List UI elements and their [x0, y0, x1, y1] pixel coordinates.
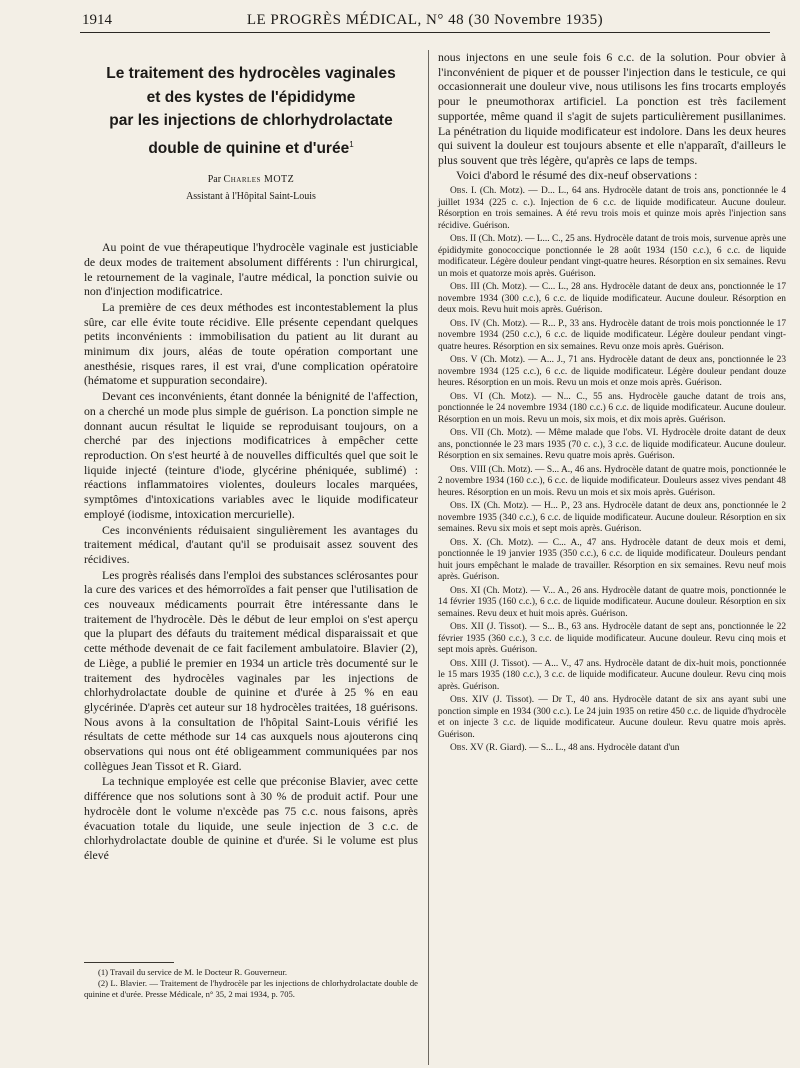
article-body — [84, 240, 418, 863]
observation-head: (J. Tissot). — A... V., 47 ans. — [489, 658, 602, 669]
title-line: et des kystes de l'épididyme — [146, 88, 356, 106]
observation-text: Hydrocèle datant d'un — [597, 743, 680, 754]
footnote: (1) Travail du service de M. le Docteur R. Gouverneur. — [98, 967, 288, 977]
column-divider — [428, 50, 429, 1065]
title-line: Le traitement des hydrocèles vaginales — [106, 65, 396, 82]
observation-head: (Ch. Motz). — S... A., 46 ans. — [488, 464, 602, 475]
observation-head: (Ch. Motz). — A... J., 71 ans. — [480, 355, 596, 366]
right-intro — [438, 50, 786, 182]
observation-entry — [438, 428, 786, 463]
observation-head: (R. Giard). — S... L., 48 ans. — [485, 743, 595, 754]
observation-label: Obs. XIII — [450, 658, 487, 669]
observation-entry — [438, 392, 786, 427]
running-header — [80, 10, 770, 34]
title-line: par les injections de chlorhydrolactate — [109, 112, 393, 129]
observation-entry — [438, 743, 786, 755]
body-paragraph: Ces inconvénients réduisaient singulièrement les avantages du traitement médical, d'autant qu'il se produisait assez souvent des récidives. — [84, 522, 418, 566]
body-paragraph: Devant ces inconvénients, étant donnée la bénignité de l'affection, on a cherché un mode plus simple de guérison. La ponction simple ne donnant aucun résultat le liquide se reproduisant toujours, on a cherché par des injections modificatrices à empêcher cette reproduction. On s'est heurté à de nouvelles difficultés quel que soit le liquide injecté (teinture d'iode, glycérine phéniquée, sublimé) : réactions inflammatoires violentes, douleurs locales marquées, symptômes d'intoxications variables avec le liquide modificateur employé (iodisme, intoxication mercurielle). — [84, 389, 418, 521]
author-name: Charles MOTZ — [223, 174, 295, 186]
footnotes — [84, 962, 418, 1000]
observation-entry — [438, 538, 786, 584]
observation-head: (J. Tissot). — S... B., 63 ans. — [486, 622, 599, 633]
observation-entry — [438, 319, 786, 354]
observation-label: Obs. XI — [450, 585, 481, 596]
observation-text: Hydrocèle datant de deux ans, ponctionnée le 23 novembre 1934 (125 c.c.), 6 c.c. de liquide modificateur. Légère douleur pendant douze heures. Résorption en un mois. Revu un mois et onze mois après. Guérison. — [438, 355, 787, 389]
page-number: 1914 — [82, 12, 112, 28]
observation-entry — [438, 186, 786, 232]
observation-text: Hydrocèle datant de trois mois, survenue après une épididymite gonococcique ponctionnée le 28 août 1934 (150 c.c.), 6 c.c. de liquide modificateur. Légère douleur pendant vingt-quatre heures. Résorption en six semaines. Revu un mois et quatorze mois après. Guérison. — [438, 234, 787, 279]
observation-label: Obs. IV — [450, 318, 481, 329]
left-column — [84, 62, 418, 863]
body-paragraph: Au point de vue thérapeutique l'hydrocèle vaginale est justiciable de deux modes de traitement absolument différents : l'un chirurgical, le retournement de la vaginale, l'autre médical, la ponction suivie ou non d'injection modificatrice. — [84, 240, 418, 299]
observation-head: (Ch. Motz). — N... C., 55 ans. — [488, 391, 623, 402]
journal-title: LE PROGRÈS MÉDICAL, N° 48 (30 Novembre 1935) — [246, 12, 604, 28]
observation-label: Obs. X. — [450, 537, 482, 548]
observation-text: Hydrocèle datant de quatre mois, ponctionnée le 2 novembre 1934 (160 c.c.), 6 c.c. de liquide modificateur. Douleurs assez vives pendant 48 heures. Résorption en un mois. Revu un mois et six mois après. Guérison. — [438, 464, 786, 498]
observation-text: Hydrocèle datant de deux ans, ponctionnée le 2 novembre 1935 (340 c.c.), 6 c.c. de liquide modificateur. Aucune douleur. Résorption en six semaines. Revu six mois et sept mois après. Guérison. — [438, 501, 787, 535]
observation-label: Obs. XV — [450, 743, 484, 754]
observation-entry — [438, 659, 786, 694]
observation-label: Obs. VII — [450, 428, 484, 439]
observation-text: Hydrocèle datant de trois ans, ponctionnée le 4 juillet 1934 (225 c. c.). Injection de 6 c.c. de liquide modificateur. Aucune douleur. Résorption en trois semaines. A été revu trois mois et quinze mois après l'injection sans récidive. Guérison. — [438, 186, 787, 231]
observation-text: Hydrocèle datant de dix-huit mois, ponctionnée le 15 mars 1935 (180 c.c.), 3 c.c. de liquide modificateur. Aucune douleur. Revu cinq mois après. Guérison. — [438, 658, 786, 692]
article-title — [84, 62, 418, 160]
footnote-rule — [84, 962, 174, 963]
observation-label: Obs. XII — [450, 622, 484, 633]
observation-label: Obs. V — [450, 355, 478, 366]
observation-entry — [438, 622, 786, 657]
observation-label: Obs. III — [450, 282, 480, 293]
observation-head: (Ch. Motz). — V... A., 26 ans. — [483, 585, 599, 596]
observation-entry — [438, 695, 786, 741]
observation-label: Obs. XIV — [450, 695, 489, 706]
observation-entry — [438, 465, 786, 500]
observation-label: Obs. IX — [450, 501, 481, 512]
header-rule — [80, 32, 770, 33]
observation-label: Obs. I. — [450, 186, 477, 197]
observation-entry — [438, 282, 786, 317]
observation-text: Hydrocèle datant de six ans ayant subi une ponction simple en 1934 (300 c.c.). Le 24 juin 1935 on retire 450 c.c. de liquide d'hydrocèle et on injecte 3 c.c. de liquide modificateur. Aucune douleur. Revu quatre mois après. Guérison. — [438, 695, 787, 740]
observations-intro: Voici d'abord le résumé des dix-neuf observations : — [456, 167, 698, 182]
observation-entry — [438, 234, 786, 280]
observation-label: Obs. VI — [450, 391, 484, 402]
title-line-text: double de quinine et d'urée — [148, 139, 350, 157]
observation-head: (Ch. Motz). — H... P., 23 ans. — [483, 501, 601, 512]
observation-label: Obs. VIII — [450, 464, 487, 475]
observation-text: Hydrocèle datant de quatre mois, ponctionnée le 14 février 1935 (160 c.c.), 6 c.c. de liquide modificateur. Aucune douleur. Résorption en six semaines. Revu deux et huit mois après. Guérison. — [438, 585, 786, 619]
observation-head: (Ch. Motz). — C... A., 47 ans. — [486, 537, 617, 548]
observation-entry — [438, 355, 786, 390]
footnote: (2) L. Blavier. — Traitement de l'hydrocèle par les injections de chlorhydrolactate double de quinine et d'urée. Presse Médicale, n° 35, 2 mai 1934, p. 705. — [84, 978, 418, 999]
body-paragraph: La technique employée est celle que préconise Blavier, avec cette différence que nos solutions sont à 30 % de produit actif. Pour une hydrocèle dont le volume n'excède pas 75 c.c. nous faisons, après évacuation totale du liquide, une seule injection de 3 c.c. de chlorhydrolactate double de quinine et d'urée. Si le volume est plus élevé — [84, 774, 418, 862]
observation-text: Hydrocèle datant de deux mois et demi, ponctionnée le 19 janvier 1935 (350 c.c.), 6 c.c. de liquide modificateur. Douleurs pendant huit jours empêchant le malade de travailler. Résorption en six semaines. Revu neuf mois après. Guérison. — [438, 537, 787, 583]
author-affiliation: Assistant à l'Hôpital Saint-Louis — [186, 191, 316, 203]
observation-head: (Ch. Motz). — R... P., 33 ans. — [483, 318, 597, 329]
title-line — [84, 133, 418, 161]
observation-entry — [438, 501, 786, 536]
observation-text: Même malade que l'obs. VI. Hydrocèle droite datant de deux ans, ponctionnée le 23 mars 1935 (70 c. c.), 3 c.c. de liquide modificateur. Aucune douleur. Résorption en six semaines. Revu quatre mois après. Guérison. — [438, 428, 786, 462]
observation-label: Obs. II — [450, 234, 477, 245]
title-footnote-mark: 1 — [349, 139, 354, 149]
observation-text: Hydrocèle datant de sept ans, ponctionnée le 22 février 1935 (360 c.c.), 3 c.c. de liquide modificateur. Aucune douleur. Revu cinq mois et sept mois après. Guérison. — [438, 622, 787, 656]
observation-entry — [438, 586, 786, 621]
observation-head: (Ch. Motz). — L... C., 25 ans. — [478, 234, 592, 245]
observation-text: Hydrocèle gauche datant de trois ans, ponctionnée le 24 novembre 1934 (180 c.c.) 6 c.c. de liquide modificateur. Aucune douleur. Résorption en un mois. Revu un mois, six mois, et dix mois après. Guérison. — [438, 391, 787, 425]
observation-head: (Ch. Motz). — — [487, 428, 546, 439]
body-paragraph: La première de ces deux méthodes est incontestablement la plus sûre, car elle évite toute récidive. Elle présente cependant quelques petits inconvénients : immobilisation du patient au lit durant au minimum dix jours, aléas de toute opération comportant une anesthésie, risques rares, il est vrai, d'une complication opératoire (hématome et suppuration secondaire). — [84, 299, 418, 388]
observations-list — [438, 186, 786, 755]
observation-text: Hydrocèle datant de trois mois ponctionnée le 17 novembre 1934 (250 c.c.), 6 c.c. de liquide modificateur. Légère douleur pendant vingt-quatre heures. Résorption en six semaines. Revu onze mois après. Guérison. — [438, 318, 787, 352]
byline-prefix: Par — [207, 174, 222, 186]
observation-text: Hydrocèle datant de deux ans, ponctionnée le 17 novembre 1934 (300 c.c.), 6 c.c. de liquide modificateur. Aucune douleur. Résorption en deux mois. Revu huit mois après. Guérison. — [438, 282, 787, 316]
observation-head: (Ch. Motz). — C... L., 28 ans. — [482, 282, 599, 293]
observation-head: (J. Tissot). — Dr T., 40 ans. — [492, 695, 609, 706]
body-paragraph: nous injectons en une seule fois 6 c.c. de la solution. Pour obvier à l'inconvénient de piquer et de pousser l'injection dans le testicule, ce qui occasionnerait une douleur vive, nous utilisons les fins trocarts employés pour le pneumothorax artificiel. La ponction est très facilement supportée, même quand il s'agit de sujets particulièrement pusillanimes. La pénétration du liquide modificateur est indolore. Dans les deux heures qui suivent la douleur est toujours absente et elle n'apparaît, d'ailleurs le plus souvent que très légère, qu'après ce laps de temps. — [438, 50, 786, 167]
observation-head: (Ch. Motz). — D... L., 64 ans. — [479, 186, 600, 197]
byline — [84, 174, 418, 185]
body-paragraph: Les progrès réalisés dans l'emploi des substances sclérosantes pour la cure des varices et des hémorroïdes a fait penser que l'utilisation de ces nouveaux médicaments pourrait être intéressante dans le traitement de l'hydrocèle. Dès le début de leur emploi on s'est aperçu que la plupart des défauts du traitement médical disparaissait et que cette méthode devenait de ce fait facilement ambulatoire. Blavier (2), de Liège, a publié le premier en 1934 un article très documenté sur le traitement des hydrocèles vaginales par les injections de chlorhydrolactate double de quinine et d'urée à 25 % en eau glycérinée. D'après cet auteur sur 18 hydrocèles traitées, 18 guérisons. Nous avons à la consultation de l'hôpital Saint-Louis vérifié les résultats de cette méthode sur 14 cas auxquels nous ajouterons cinq observations qui nous ont été obligeamment communiquées par nos collègues Jean Tissot et R. Giard. — [84, 567, 418, 773]
right-column — [438, 50, 786, 757]
